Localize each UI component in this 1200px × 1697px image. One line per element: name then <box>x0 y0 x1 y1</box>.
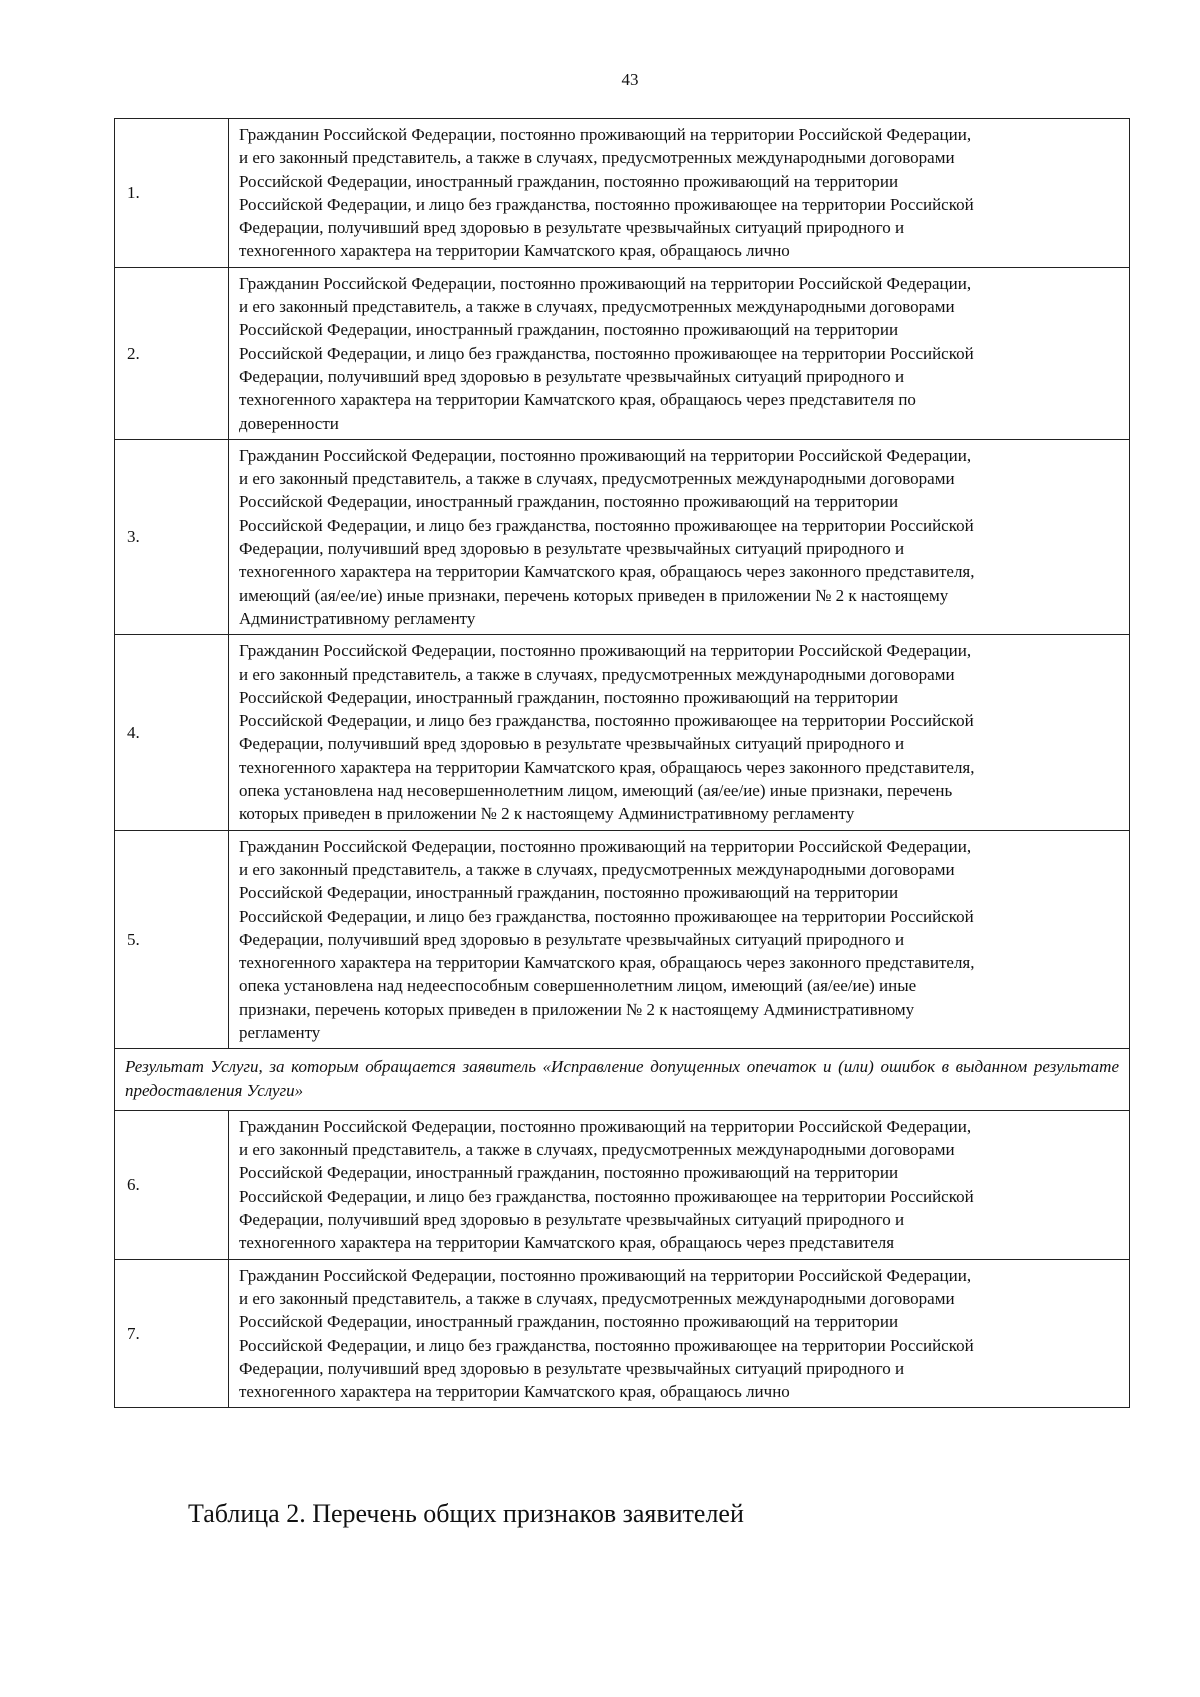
table-row <box>115 1259 1130 1408</box>
description-line: техногенного характера на территории Камчатского края, обращаюсь через представителя <box>239 1233 895 1253</box>
description-line: и его законный представитель, а также в случаях, предусмотренных международными договорами <box>239 1288 955 1308</box>
description-line: техногенного характера на территории Камчатского края, обращаюсь через законного представителя, <box>239 757 975 777</box>
table-row <box>115 635 1130 830</box>
description-line: Российской Федерации, и лицо без гражданства, постоянно проживающее на территории Российской <box>239 906 974 926</box>
description-line: Российской Федерации, иностранный гражданин, постоянно проживающий на территории <box>239 320 899 340</box>
description-line: Федерации, получивший вред здоровью в результате чрезвычайных ситуаций природного и <box>239 539 905 559</box>
description-line: и его законный представитель, а также в случаях, предусмотренных международными договорами <box>239 859 955 879</box>
description-line: техногенного характера на территории Камчатского края, обращаюсь через представителя по <box>239 390 916 410</box>
applicants-variants-table <box>114 118 1130 1408</box>
row-description <box>229 830 1130 1049</box>
description-line: Федерации, получивший вред здоровью в результате чрезвычайных ситуаций природного и <box>239 218 905 238</box>
page-number: 43 <box>621 70 639 89</box>
description-line: Федерации, получивший вред здоровью в результате чрезвычайных ситуаций природного и <box>239 929 905 949</box>
description-line: Федерации, получивший вред здоровью в результате чрезвычайных ситуаций природного и <box>239 1358 905 1378</box>
description-line: и его законный представитель, а также в случаях, предусмотренных международными договорами <box>239 148 955 168</box>
description-line: Гражданин Российской Федерации, постоянно проживающий на территории Российской Федерации, <box>239 1116 972 1136</box>
description-line: Федерации, получивший вред здоровью в результате чрезвычайных ситуаций природного и <box>239 734 905 754</box>
table-caption: Таблица 2. Перечень общих признаков заявителей <box>188 1499 744 1528</box>
row-number: 4. <box>115 635 229 830</box>
table-row <box>115 439 1130 634</box>
description-line: признаки, перечень которых приведен в приложении № 2 к настоящему Административному <box>239 999 915 1019</box>
description-line: техногенного характера на территории Камчатского края, обращаюсь через законного представителя, <box>239 562 975 582</box>
section-header-row <box>115 1049 1130 1111</box>
description-line: которых приведен в приложении № 2 к настоящему Административному регламенту <box>239 804 855 824</box>
table-rows-after <box>115 1110 1130 1408</box>
row-description <box>229 635 1130 830</box>
description-line: Российской Федерации, и лицо без гражданства, постоянно проживающее на территории Российской <box>239 515 974 535</box>
table-row <box>115 267 1130 439</box>
description-line: Российской Федерации, иностранный гражданин, постоянно проживающий на территории <box>239 883 899 903</box>
description-line: Гражданин Российской Федерации, постоянно проживающий на территории Российской Федерации, <box>239 445 972 465</box>
description-line: Российской Федерации, иностранный гражданин, постоянно проживающий на территории <box>239 687 899 707</box>
description-line: Российской Федерации, иностранный гражданин, постоянно проживающий на территории <box>239 171 899 191</box>
description-line: Гражданин Российской Федерации, постоянно проживающий на территории Российской Федерации, <box>239 1265 972 1285</box>
description-line: Российской Федерации, и лицо без гражданства, постоянно проживающее на территории Российской <box>239 1335 974 1355</box>
row-number: 7. <box>115 1259 229 1408</box>
description-line: Российской Федерации, иностранный гражданин, постоянно проживающий на территории <box>239 1312 899 1332</box>
row-number: 3. <box>115 439 229 634</box>
description-line: Гражданин Российской Федерации, постоянно проживающий на территории Российской Федерации, <box>239 273 972 293</box>
description-line: опека установлена над несовершеннолетним лицом, имеющий (ая/ее/ие) иные признаки, перечень <box>239 781 953 801</box>
section-header: Результат Услуги, за которым обращается заявитель «Исправление допущенных опечаток и (или) ошибок в выданном результате предоставления Услуги» <box>115 1049 1130 1111</box>
row-number: 1. <box>115 119 229 268</box>
description-line: Российской Федерации, и лицо без гражданства, постоянно проживающее на территории Российской <box>239 1186 974 1206</box>
table-row <box>115 1110 1130 1259</box>
description-line: Российской Федерации, и лицо без гражданства, постоянно проживающее на территории Российской <box>239 711 974 731</box>
description-line: регламенту <box>239 1022 321 1042</box>
row-description <box>229 1259 1130 1408</box>
table-row <box>115 119 1130 268</box>
row-description <box>229 1110 1130 1259</box>
description-line: Российской Федерации, и лицо без гражданства, постоянно проживающее на территории Российской <box>239 194 974 214</box>
description-line: Федерации, получивший вред здоровью в результате чрезвычайных ситуаций природного и <box>239 1210 905 1230</box>
row-number: 5. <box>115 830 229 1049</box>
table-section <box>115 1049 1130 1111</box>
row-number: 2. <box>115 267 229 439</box>
description-line: и его законный представитель, а также в случаях, предусмотренных международными договорами <box>239 469 955 489</box>
row-description <box>229 119 1130 268</box>
description-line: и его законный представитель, а также в случаях, предусмотренных международными договорами <box>239 664 955 684</box>
description-line: Гражданин Российской Федерации, постоянно проживающий на территории Российской Федерации, <box>239 836 972 856</box>
table-row <box>115 830 1130 1049</box>
description-line: Гражданин Российской Федерации, постоянно проживающий на территории Российской Федерации, <box>239 641 972 661</box>
description-line: техногенного характера на территории Камчатского края, обращаюсь через законного представителя, <box>239 953 975 973</box>
description-line: Российской Федерации, и лицо без гражданства, постоянно проживающее на территории Российской <box>239 343 974 363</box>
description-line: и его законный представитель, а также в случаях, предусмотренных международными договорами <box>239 297 955 317</box>
description-line: Административному регламенту <box>239 608 476 628</box>
description-line: техногенного характера на территории Камчатского края, обращаюсь лично <box>239 241 790 261</box>
row-description <box>229 267 1130 439</box>
description-line: техногенного характера на территории Камчатского края, обращаюсь лично <box>239 1382 790 1402</box>
description-line: Гражданин Российской Федерации, постоянно проживающий на территории Российской Федерации, <box>239 125 972 144</box>
description-line: имеющий (ая/ее/ие) иные признаки, перечень которых приведен в приложении № 2 к настоящему <box>239 585 949 605</box>
description-line: Российской Федерации, иностранный гражданин, постоянно проживающий на территории <box>239 1163 899 1183</box>
description-line: опека установлена над недееспособным совершеннолетним лицом, имеющий (ая/ее/ие) иные <box>239 976 917 996</box>
table-rows-before <box>115 119 1130 1049</box>
description-line: Российской Федерации, иностранный гражданин, постоянно проживающий на территории <box>239 492 899 512</box>
description-line: Федерации, получивший вред здоровью в результате чрезвычайных ситуаций природного и <box>239 366 905 386</box>
row-description <box>229 439 1130 634</box>
row-number: 6. <box>115 1110 229 1259</box>
description-line: и его законный представитель, а также в случаях, предусмотренных международными договорами <box>239 1140 955 1160</box>
description-line: доверенности <box>239 413 339 433</box>
